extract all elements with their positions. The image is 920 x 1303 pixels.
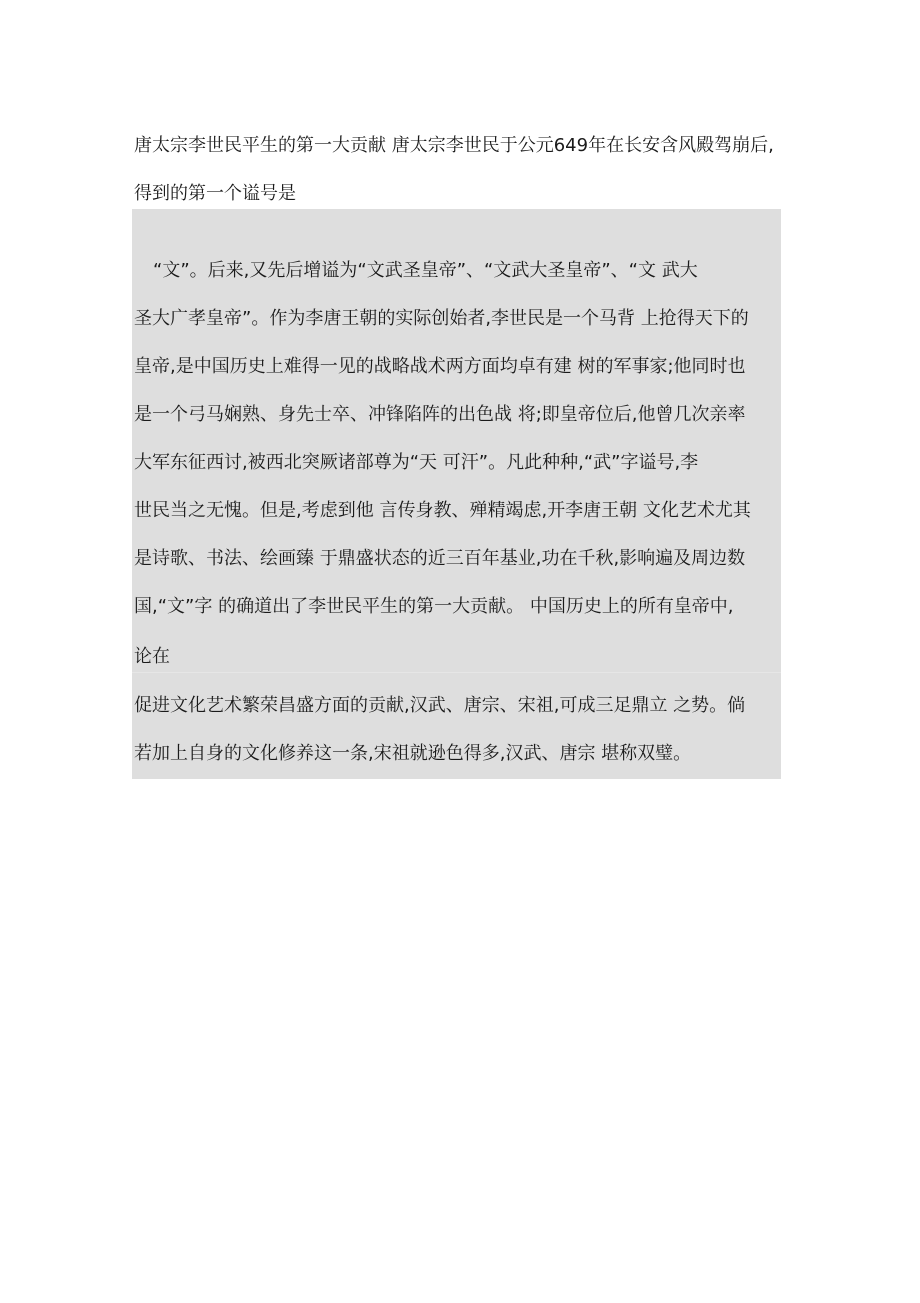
paragraph-line-4: 是一个弓马娴熟、身先士卒、冲锋陷阵的出色战 将;即皇帝位后,他曾几次亲率 [134,404,746,425]
paragraph-line-11: 若加上自身的文化修养这一条,宋祖就逊色得多,汉武、唐宗 堪称双璧。 [134,743,692,764]
intro-line-2: 得到的第一个谥号是 [134,183,296,204]
intro-line-1: 唐太宗李世民平生的第一大贡献 唐太宗李世民于公元649年在长安含风殿驾崩后, [134,135,774,156]
paragraph-line-7: 是诗歌、书法、绘画臻 于鼎盛状态的近三百年基业,功在千秋,影响遍及周边数 [134,548,746,569]
paragraph-line-5: 大军东征西讨,被西北突厥诸部尊为“天 可汗”。凡此种种,“武”字谥号,李 [134,452,699,473]
paragraph-line-1: “文”。后来,又先后增谥为“文武圣皇帝”、“文武大圣皇帝”、“文 武大 [153,260,698,281]
paragraph-line-2: 圣大广孝皇帝”。作为李唐王朝的实际创始者,李世民是一个马背 上抢得天下的 [134,308,749,329]
paragraph-line-9: 论在 [134,646,170,667]
paragraph-line-8: 国,“文”字 的确道出了李世民平生的第一大贡献。 中国历史上的所有皇帝中, [134,596,734,617]
paragraph-line-3: 皇帝,是中国历史上难得一见的战略战术两方面均卓有建 树的军事家;他同时也 [134,356,746,377]
paragraph-line-6: 世民当之无愧。但是,考虑到他 言传身教、殚精竭虑,开李唐王朝 文化艺术尤其 [134,500,751,521]
line-separator [132,672,781,673]
paragraph-line-10: 促进文化艺术繁荣昌盛方面的贡献,汉武、唐宗、宋祖,可成三足鼎立 之势。倘 [134,695,746,716]
